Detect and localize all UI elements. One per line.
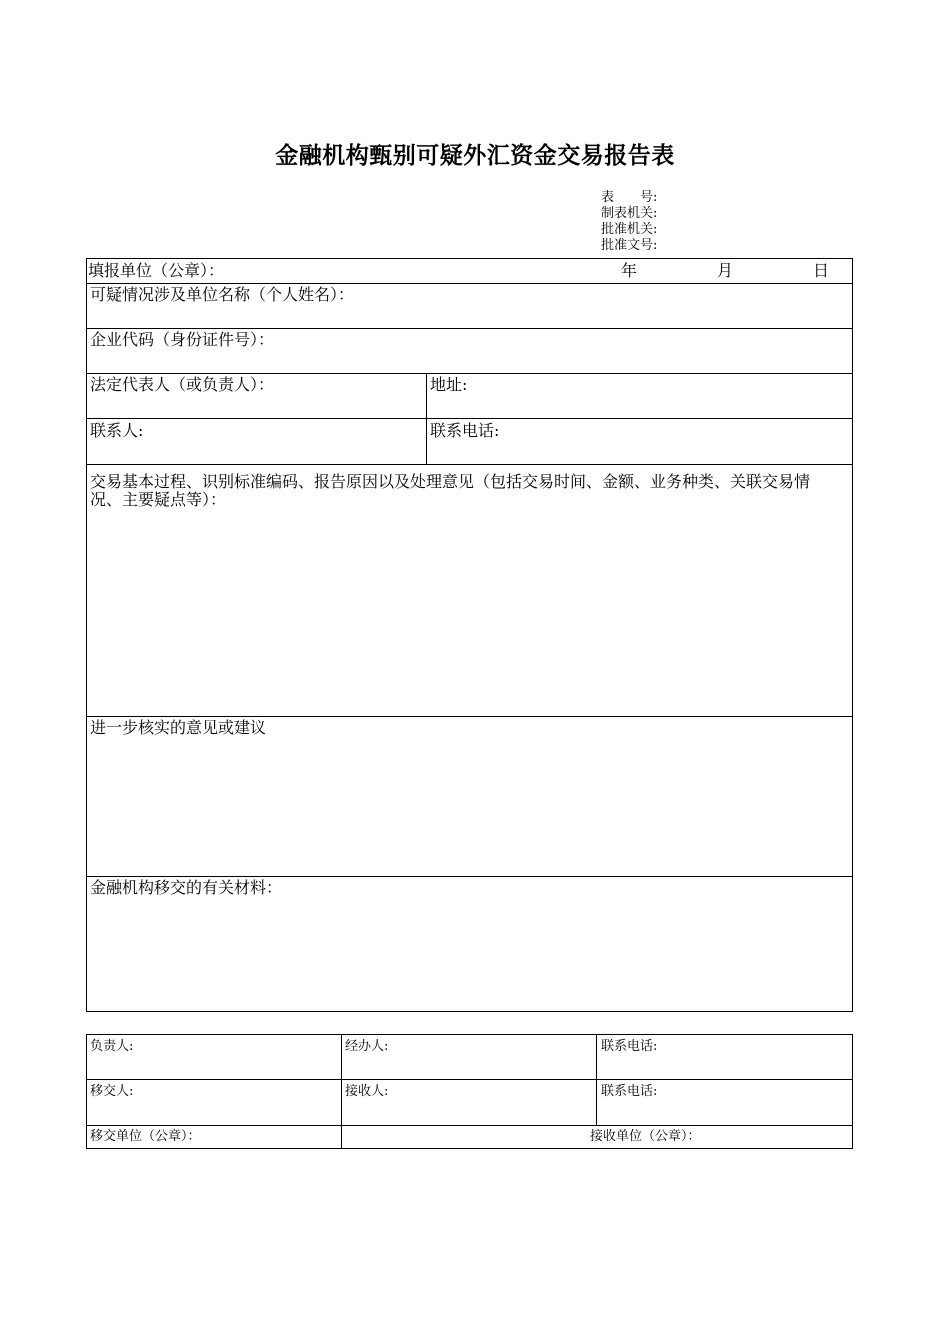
row-divider (86, 716, 853, 717)
receive-unit-field[interactable]: 接收单位（公章）： (590, 1129, 701, 1144)
column-divider (341, 1034, 342, 1149)
form-meta (601, 190, 657, 254)
receiver-field[interactable]: 接收人: (345, 1084, 389, 1099)
column-divider (596, 1034, 597, 1125)
transfer-unit-field[interactable]: 移交单位（公章）： (90, 1129, 201, 1144)
handler-field[interactable]: 经办人: (345, 1039, 389, 1054)
row-divider (86, 1125, 853, 1126)
responsible-person-field[interactable]: 负责人: (90, 1039, 134, 1054)
suspect-name-field[interactable]: 可疑情况涉及单位名称（个人姓名）： (90, 285, 355, 304)
contact-phone-field-1[interactable]: 联系电话: (601, 1039, 658, 1054)
issuer-label: 制表机关: (601, 206, 658, 221)
contact-phone-field-2[interactable]: 联系电话: (601, 1084, 658, 1099)
day-label: 日 (813, 261, 830, 280)
form-number-label: 表 号: (601, 190, 658, 205)
row-divider (86, 1079, 853, 1080)
contact-phone-field[interactable]: 联系电话: (430, 421, 500, 440)
legal-representative-field[interactable]: 法定代表人（或负责人）： (90, 375, 275, 394)
row-divider (86, 373, 853, 374)
main-form (86, 258, 853, 1012)
year-label: 年 (621, 261, 638, 280)
reporting-unit-label: 填报单位（公章）： (88, 261, 225, 280)
address-field[interactable]: 地址: (430, 375, 468, 394)
transaction-description-field[interactable]: 交易基本过程、识别标准编码、报告原因以及处理意见（包括交易时间、金额、业务种类、关联交易情况、主要疑点等）： (90, 472, 811, 509)
page-title: 金融机构甄别可疑外汇资金交易报告表 (275, 142, 675, 169)
footer-form (86, 1034, 853, 1149)
enterprise-code-field[interactable]: 企业代码（身份证件号）： (90, 330, 275, 349)
column-divider (426, 373, 427, 464)
row-divider (86, 876, 853, 877)
approver-label: 批准机关: (601, 222, 658, 237)
row-divider (86, 464, 853, 465)
further-verification-field[interactable]: 进一步核实的意见或建议 (90, 718, 267, 737)
row-divider (86, 418, 853, 419)
transferor-field[interactable]: 移交人: (90, 1084, 134, 1099)
month-label: 月 (717, 261, 734, 280)
contact-person-field[interactable]: 联系人: (90, 421, 144, 440)
row-divider (86, 328, 853, 329)
transferred-materials-field[interactable]: 金融机构移交的有关材料： (90, 878, 283, 897)
approval-number-label: 批准文号: (601, 238, 658, 253)
row-divider (86, 283, 853, 284)
